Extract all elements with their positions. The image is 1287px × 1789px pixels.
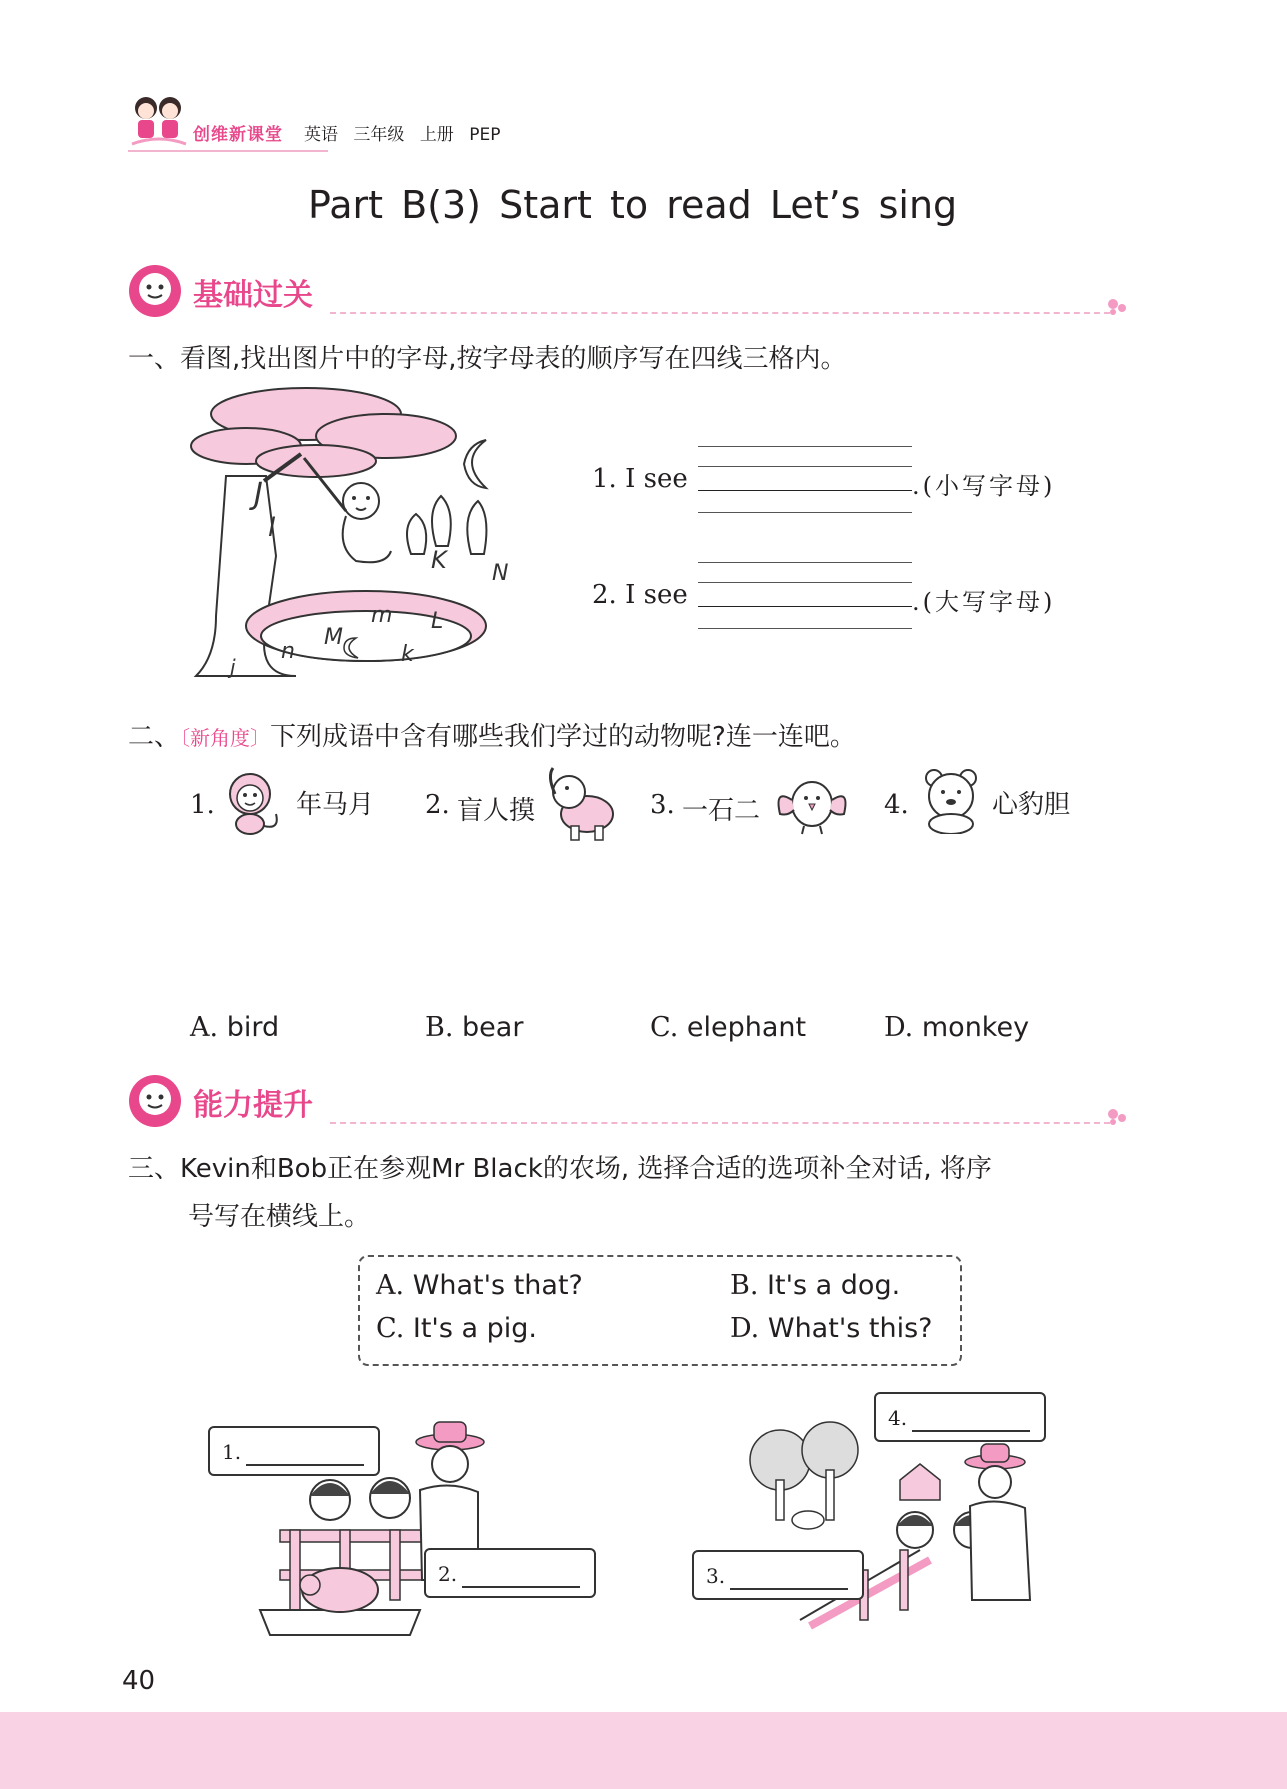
- q2-option-c-letter: C.: [650, 1012, 679, 1043]
- q3-option-d[interactable]: [730, 1313, 933, 1344]
- volume: 上册: [419, 125, 454, 145]
- q3-option-a[interactable]: [376, 1270, 583, 1301]
- bubble-2-answer-line[interactable]: [462, 1564, 580, 1588]
- q3-option-c[interactable]: [376, 1313, 537, 1344]
- q1-item-2-writing-lines[interactable]: [698, 562, 912, 630]
- q3-option-b-text: It's a dog.: [767, 1270, 901, 1301]
- q2-prefix: 二、: [128, 722, 181, 752]
- q2-option-d-letter: D.: [884, 1012, 914, 1043]
- svg-text:K: K: [431, 546, 447, 574]
- q2-option-a-word: bird: [226, 1012, 280, 1043]
- subject: 英语: [304, 125, 338, 145]
- dialogue-bubble-2[interactable]: [424, 1548, 596, 1598]
- q3-option-d-text: What's this?: [767, 1313, 933, 1344]
- grade: 三年级: [353, 125, 405, 145]
- q1-item-2-label: 2. I see: [592, 580, 688, 610]
- bubble-1-num: 1.: [222, 1440, 242, 1464]
- q2-option-b-word: bear: [462, 1012, 524, 1043]
- section-divider: [330, 1122, 1110, 1124]
- idiom-3-num: 3.: [650, 790, 675, 820]
- q1-item-2-note: .(大写字母): [912, 588, 1056, 616]
- brand-logo: [128, 90, 190, 150]
- question-3-prompt-line1: 三、Kevin和Bob正在参观Mr Black的农场, 选择合适的选项补全对话, 将序: [128, 1154, 992, 1184]
- farm-scene-dog-illustration: [740, 1420, 1060, 1640]
- q3-option-a-letter: A.: [376, 1270, 405, 1301]
- divider-dot: [1108, 1109, 1118, 1119]
- divider-dot: [1118, 304, 1126, 312]
- q1-item-1-label: 1. I see: [592, 464, 688, 494]
- q2-text: 下列成语中含有哪些我们学过的动物呢?连一连吧。: [270, 722, 856, 752]
- q2-option-c[interactable]: [650, 1012, 806, 1043]
- section-icon: [128, 264, 182, 318]
- question-3-prompt-line2: 号写在横线上。: [188, 1202, 371, 1232]
- section-heading-advanced: 能力提升: [193, 1088, 313, 1123]
- q1-item-1-writing-lines[interactable]: [698, 446, 912, 514]
- header-divider: [128, 150, 328, 152]
- section-heading-basic: 基础过关: [193, 278, 313, 313]
- section-icon: [128, 1074, 182, 1128]
- svg-text:L: L: [431, 609, 444, 634]
- idiom-3-text: 一石二: [682, 796, 761, 826]
- bear-icon: [914, 766, 990, 841]
- q2-option-c-word: elephant: [686, 1012, 807, 1043]
- section-divider: [330, 312, 1110, 314]
- q2-option-d[interactable]: [884, 1012, 1029, 1043]
- idiom-2-text: 盲人摸: [457, 796, 536, 826]
- q3-option-b-letter: B.: [730, 1270, 759, 1301]
- page-title: Part B(3) Start to read Let’s sing: [308, 183, 958, 227]
- q2-option-b-letter: B.: [425, 1012, 454, 1043]
- book-info: [304, 120, 510, 145]
- bubble-3-answer-line[interactable]: [730, 1566, 848, 1590]
- svg-text:n: n: [281, 639, 295, 664]
- bubble-1-answer-line[interactable]: [246, 1442, 364, 1466]
- svg-text:M: M: [324, 625, 343, 650]
- idiom-2-num: 2.: [425, 790, 450, 820]
- q3-option-d-letter: D.: [730, 1313, 760, 1344]
- monkey-icon: [218, 770, 288, 843]
- svg-text:l: l: [268, 513, 276, 543]
- svg-text:j: j: [230, 655, 236, 679]
- bird-icon: [772, 770, 852, 843]
- divider-dot: [1110, 1119, 1116, 1125]
- dialogue-bubble-3[interactable]: [692, 1550, 864, 1600]
- q3-option-c-text: It's a pig.: [412, 1313, 537, 1344]
- svg-text:J: J: [254, 477, 263, 512]
- bubble-2-num: 2.: [438, 1562, 458, 1586]
- bubble-4-num: 4.: [888, 1406, 908, 1430]
- dialogue-bubble-1[interactable]: [208, 1426, 380, 1476]
- q3-option-c-letter: C.: [376, 1313, 405, 1344]
- divider-dot: [1110, 309, 1116, 315]
- divider-dot: [1118, 1114, 1126, 1122]
- elephant-icon: [545, 766, 621, 851]
- page-number: 40: [122, 1666, 156, 1696]
- q3-option-b[interactable]: [730, 1270, 900, 1301]
- idiom-1-text: 年马月: [296, 790, 375, 820]
- q1-item-1-note: .(小写字母): [912, 472, 1056, 500]
- q2-option-d-word: monkey: [921, 1012, 1030, 1043]
- q2-option-a[interactable]: [190, 1012, 279, 1043]
- idiom-4-num: 4.: [884, 790, 909, 820]
- idiom-4-text: 心豹胆: [992, 790, 1071, 820]
- new-angle-tag: 〔新角度〕: [180, 726, 271, 750]
- svg-text:m: m: [371, 603, 393, 628]
- q2-option-a-letter: A.: [190, 1012, 219, 1043]
- q2-option-b[interactable]: [425, 1012, 523, 1043]
- question-1-prompt: 一、看图,找出图片中的字母,按字母表的顺序写在四线三格内。: [128, 344, 847, 374]
- dialogue-bubble-4[interactable]: [874, 1392, 1046, 1442]
- footer-band: [0, 1712, 1287, 1789]
- question-2-prompt: [128, 716, 856, 753]
- svg-text:N: N: [492, 561, 509, 586]
- bubble-3-num: 3.: [706, 1564, 726, 1588]
- divider-dot: [1108, 299, 1118, 309]
- bubble-4-answer-line[interactable]: [912, 1408, 1030, 1432]
- svg-text:k: k: [401, 642, 414, 667]
- brand-name: 创维新课堂: [193, 125, 283, 145]
- tree-scene-illustration: [186, 386, 526, 686]
- idiom-1-num: 1.: [190, 790, 215, 820]
- edition: PEP: [469, 125, 501, 145]
- q3-option-a-text: What's that?: [412, 1270, 583, 1301]
